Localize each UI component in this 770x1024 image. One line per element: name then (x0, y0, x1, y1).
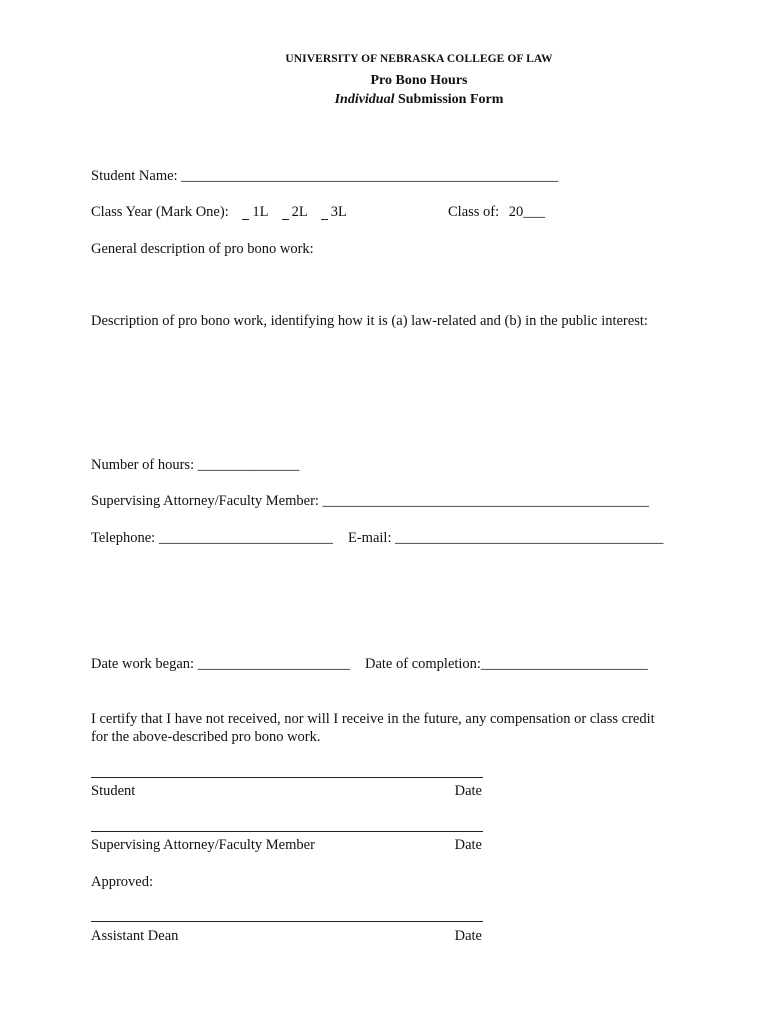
telephone-row (91, 529, 333, 547)
supervisor-label: Supervising Attorney/Faculty Member: (91, 493, 319, 509)
email-label: E-mail: (348, 530, 392, 546)
date-completion-field[interactable]: _______________________ (480, 656, 648, 672)
class-year-label: Class Year (Mark One): (91, 204, 229, 220)
supervisor-signature-label: Supervising Attorney/Faculty Member (91, 837, 315, 853)
hours-field[interactable]: ______________ (197, 457, 300, 473)
class-3l-label: 3L (330, 204, 347, 220)
date-began-label: Date work began: (91, 656, 195, 672)
class-1l-checkbox[interactable] (242, 219, 249, 220)
form-subtitle-italic: Individual (334, 92, 395, 107)
class-year-row (91, 203, 347, 221)
dean-signature-label: Assistant Dean (91, 928, 179, 944)
dean-date-label: Date (454, 928, 482, 944)
supervisor-field[interactable]: _____________________________________________ (322, 493, 649, 509)
dean-signature-line[interactable] (91, 921, 483, 922)
date-completion-row (365, 655, 648, 673)
student-name-row (91, 167, 558, 185)
class-3l-checkbox[interactable] (321, 219, 328, 220)
class-of-label: Class of: (448, 204, 500, 220)
student-signature-label: Student (91, 783, 136, 799)
supervisor-row (91, 492, 649, 510)
approved-label: Approved: (91, 874, 154, 890)
certification-line-1: I certify that I have not received, nor will I receive in the future, any compensation or class credit (91, 711, 655, 727)
date-began-field[interactable]: _____________________ (197, 656, 350, 672)
supervisor-date-label: Date (454, 837, 482, 853)
class-2l-checkbox[interactable] (282, 219, 289, 220)
email-row (348, 529, 663, 547)
hours-row (91, 456, 299, 474)
date-completion-label: Date of completion: (365, 656, 481, 672)
class-of-row (448, 203, 545, 221)
student-signature-line[interactable] (91, 777, 483, 778)
class-1l-label: 1L (252, 204, 268, 220)
supervisor-signature-line[interactable] (91, 831, 483, 832)
description-label: Description of pro bono work, identifying how it is (a) law-related and (b) in the public interest: (91, 313, 648, 329)
telephone-label: Telephone: (91, 530, 156, 546)
form-subtitle-rest: Submission Form (394, 92, 504, 107)
form-subtitle (0, 92, 770, 108)
university-heading: UNIVERSITY OF NEBRASKA COLLEGE OF LAW (285, 53, 553, 65)
certification-line-2: for the above-described pro bono work. (91, 729, 321, 745)
class-2l-label: 2L (291, 204, 308, 220)
date-began-row (91, 655, 350, 673)
class-of-field[interactable]: 20___ (508, 204, 546, 220)
telephone-field[interactable]: ________________________ (158, 530, 333, 546)
email-field[interactable]: _____________________________________ (395, 530, 664, 546)
general-description-label: General description of pro bono work: (91, 241, 314, 257)
hours-label: Number of hours: (91, 457, 195, 473)
form-title: Pro Bono Hours (370, 73, 468, 88)
description-field[interactable] (91, 334, 681, 444)
student-name-label: Student Name: (91, 168, 178, 184)
general-description-field[interactable] (91, 262, 681, 302)
student-date-label: Date (454, 783, 482, 799)
student-name-field[interactable]: ____________________________________________________ (181, 168, 559, 184)
